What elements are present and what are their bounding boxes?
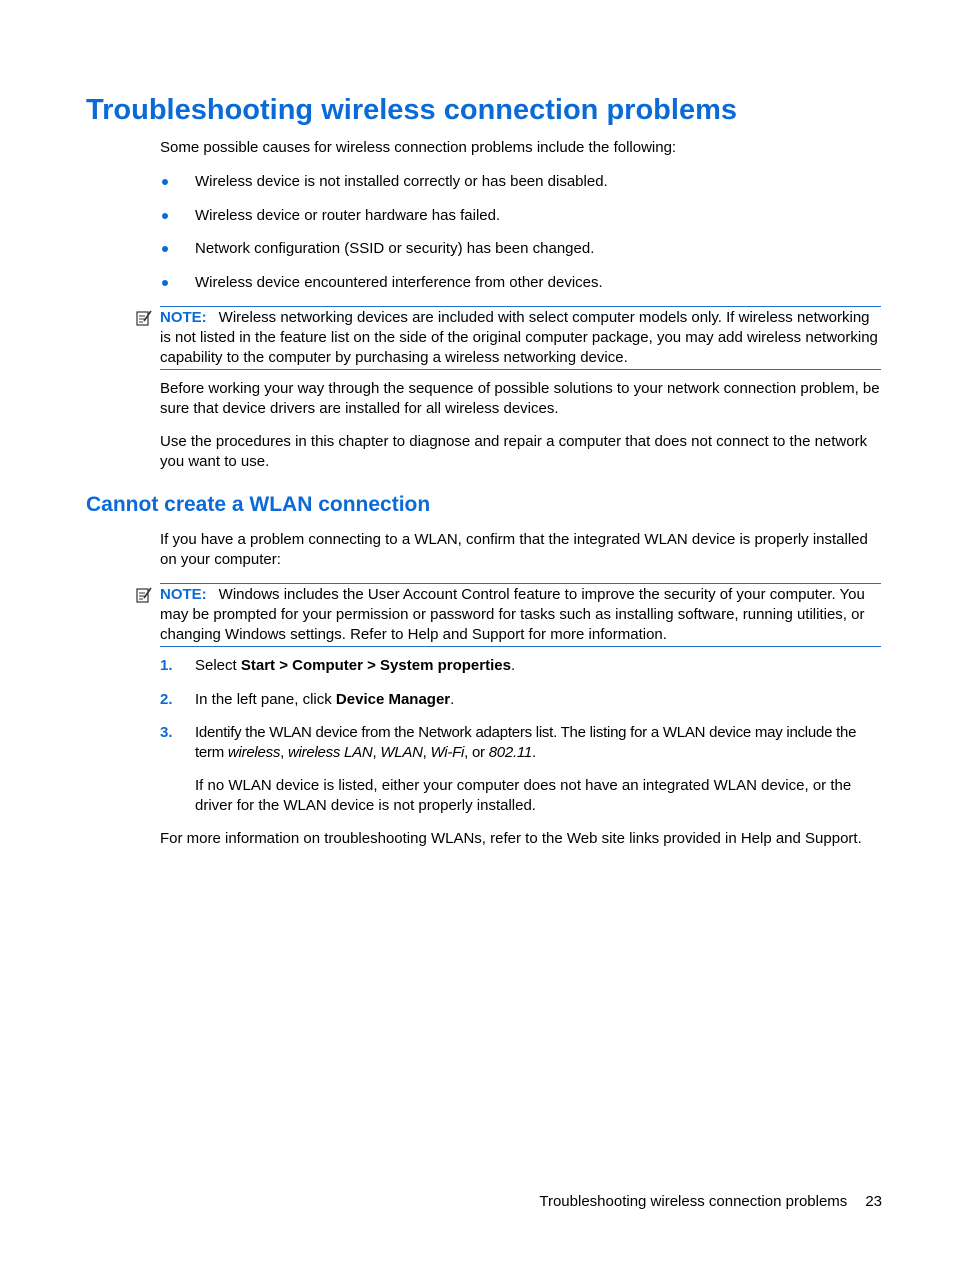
step-number: 2.: [160, 691, 173, 708]
bullet-icon: [162, 246, 168, 252]
list-item: [160, 723, 882, 823]
step-followup: If no WLAN device is listed, either your computer does not have an integrated WLAN device, or the driver for the WLAN device is not properly installed.: [195, 777, 852, 814]
list-item: [160, 656, 882, 676]
list-item: [160, 239, 882, 259]
page-footer: [539, 1192, 882, 1212]
note-text: [160, 585, 881, 645]
note-body: Wireless networking devices are included with select computer models only. If wireless networking is not listed in the feature list on the side of the original computer package, you may add wireless networking capability to the computer by purchasing a wireless networking device.: [160, 309, 878, 366]
note-box: [160, 583, 881, 647]
list-item: [160, 273, 882, 293]
step-text: Select Start > Computer > System properties.: [195, 657, 516, 674]
closing-paragraph: For more information on troubleshooting WLANs, refer to the Web site links provided in Help and Support.: [160, 830, 862, 847]
intro-paragraph: Some possible causes for wireless connection problems include the following:: [160, 139, 677, 156]
step-number: 3.: [160, 724, 173, 741]
paragraph: Use the procedures in this chapter to diagnose and repair a computer that does not connect to the network you want to use.: [160, 433, 868, 470]
step-text: In the left pane, click Device Manager.: [195, 691, 455, 708]
ui-path: Device Manager: [335, 691, 451, 708]
section-heading: Cannot create a WLAN connection: [86, 493, 431, 516]
note-label: NOTE:: [160, 586, 207, 603]
note-label: NOTE:: [160, 309, 207, 326]
note-icon: [135, 309, 153, 327]
list-item: [160, 690, 882, 710]
paragraph: Before working your way through the sequence of possible solutions to your network connection problem, be sure that device drivers are installed for all wireless devices.: [160, 380, 880, 417]
bullet-icon: [162, 179, 168, 185]
section-intro: If you have a problem connecting to a WLAN, confirm that the integrated WLAN device is properly installed on your computer:: [160, 531, 868, 568]
note-text: [160, 308, 881, 368]
list-item-text: Wireless device encountered interference from other devices.: [195, 274, 603, 291]
page-number: 23: [865, 1193, 882, 1210]
ui-path: Start > Computer > System properties: [240, 657, 511, 674]
list-item-text: Wireless device is not installed correctly or has been disabled.: [195, 173, 608, 190]
list-item-text: Network configuration (SSID or security) has been changed.: [195, 240, 595, 257]
list-item-text: Wireless device or router hardware has failed.: [195, 207, 501, 224]
note-body: Windows includes the User Account Control feature to improve the security of your computer. You may be prompted for your permission or password for tasks such as installing software, running utilities, or changing Windows settings. Refer to Help and Support for more information.: [160, 586, 865, 643]
list-item: [160, 172, 882, 192]
list-item: [160, 206, 882, 226]
bullet-icon: [162, 213, 168, 219]
step-number: 1.: [160, 657, 173, 674]
page-title: Troubleshooting wireless connection problems: [86, 94, 737, 126]
note-icon: [135, 586, 153, 604]
bullet-icon: [162, 280, 168, 286]
step-text: Identify the WLAN device from the Network adapters list. The listing for a WLAN device may include the term wireless, wireless LAN, WLAN, Wi-Fi, or 802.11.: [195, 724, 857, 761]
note-box: [160, 306, 881, 370]
footer-title: Troubleshooting wireless connection problems: [539, 1193, 848, 1210]
